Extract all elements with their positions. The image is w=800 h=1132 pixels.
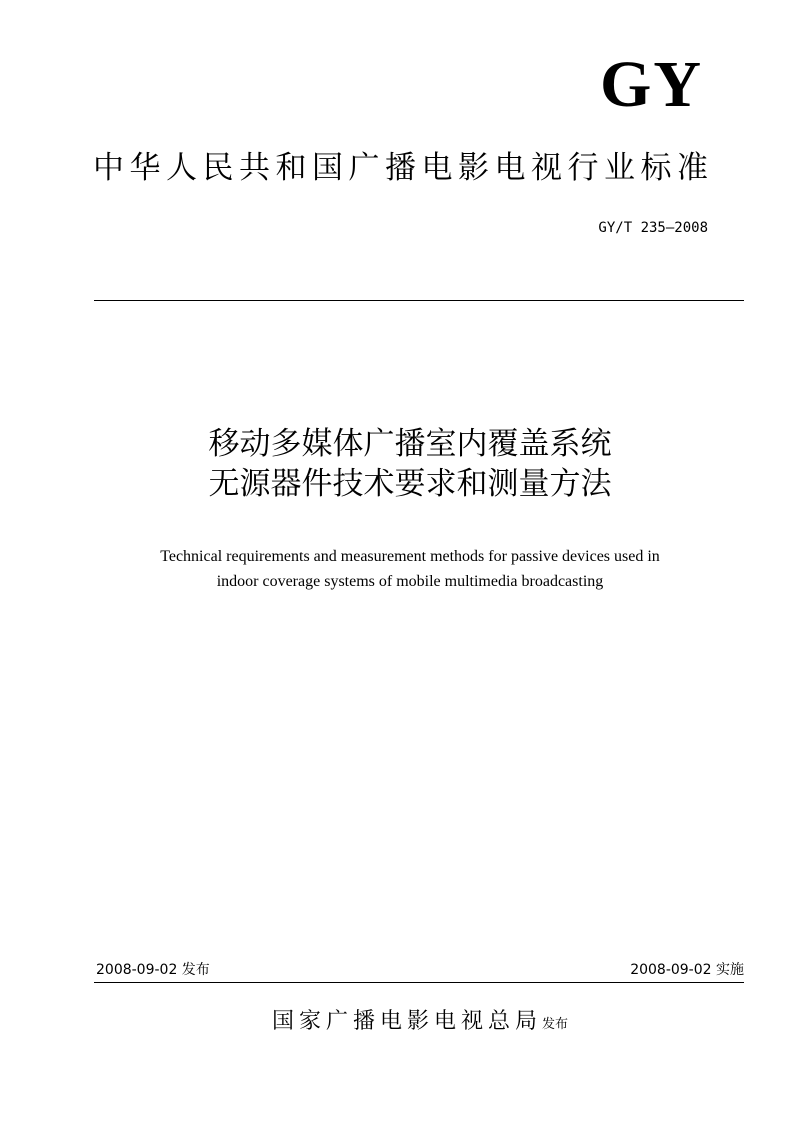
chinese-title (0, 424, 800, 504)
issuer (0, 1004, 800, 1035)
chinese-title-line-2: 无源器件技术要求和测量方法 (208, 466, 612, 502)
issuer-suffix: 发布 (542, 1017, 569, 1032)
top-divider (94, 300, 744, 301)
chinese-title-line-1: 移动多媒体广播室内覆盖系统 (208, 426, 612, 462)
standard-number: GY/T 235—2008 (598, 220, 708, 236)
english-title (0, 544, 800, 594)
issuer-name: 国家广播电影电视总局 (271, 1009, 542, 1034)
english-title-line-2: indoor coverage systems of mobile multimedia broadcasting (216, 573, 604, 590)
implementation-date: 2008-09-02 实施 (630, 962, 744, 978)
gy-logo: GY (600, 48, 703, 121)
bottom-divider (94, 982, 744, 983)
industry-standard-heading: 中华人民共和国广播电影电视行业标准 (93, 150, 714, 186)
english-title-line-1: Technical requirements and measurement methods for passive devices used in (160, 548, 660, 565)
publish-date: 2008-09-02 发布 (96, 962, 210, 978)
